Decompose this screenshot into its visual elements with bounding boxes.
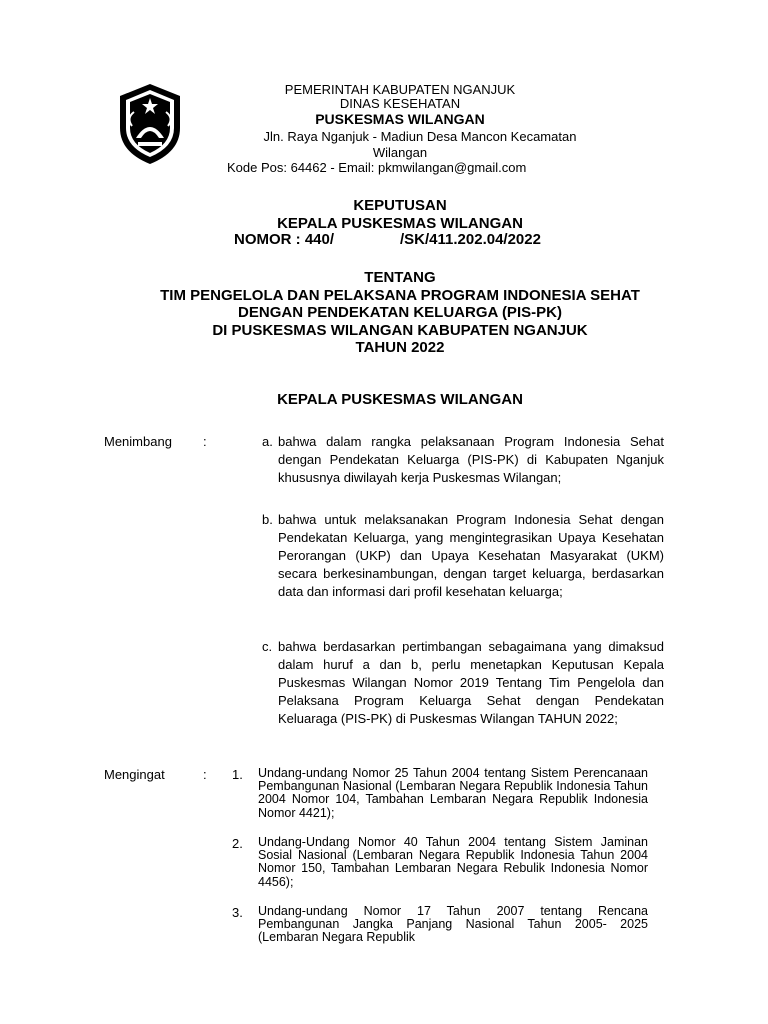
decree-authority: KEPALA PUSKESMAS WILANGAN: [277, 215, 523, 232]
decree-subject-line1: TIM PENGELOLA DAN PELAKSANA PROGRAM INDONESIA SEHAT: [160, 287, 640, 304]
menimbang-item-marker: b.: [262, 512, 273, 527]
mengingat-item-text: Undang-undang Nomor 17 Tahun 2007 tentang Rencana Pembangunan Jangka Panjang Nasional Tahun 2005- 2025 (Lembaran Negara Republik: [258, 904, 648, 945]
letterhead-address-cont: Wilangan: [372, 145, 428, 160]
decree-subject-line2: DENGAN PENDEKATAN KELUARGA (PIS-PK): [238, 304, 562, 321]
mengingat-item-marker: 1.: [232, 767, 243, 782]
decree-number-prefix: NOMOR : 440/: [234, 231, 335, 248]
decree-number-suffix: /SK/411.202.04/2022: [400, 231, 541, 248]
regency-emblem-logo: [114, 82, 186, 166]
decree-subject-line3: DI PUSKESMAS WILANGAN KABUPATEN NGANJUK: [212, 322, 588, 339]
mengingat-colon: :: [203, 767, 207, 782]
letterhead-government: PEMERINTAH KABUPATEN NGANJUK: [284, 82, 516, 97]
letterhead-address: Jln. Raya Nganjuk - Madiun Desa Mancon Kecamatan: [263, 129, 577, 144]
mengingat-item-text: Undang-Undang Nomor 40 Tahun 2004 tentang Sistem Jaminan Sosial Nasional (Lembaran Negara Republik Indonesia Tahun 2004 Nomor 150, Tambahan Lembaran Negara Rebulik Indonesia Nomor 4456);: [258, 835, 648, 889]
decree-tentang: TENTANG: [364, 269, 436, 286]
menimbang-item-text: bahwa berdasarkan pertimbangan sebagaimana yang dimaksud dalam huruf a dan b, perlu menetapkan Keputusan Kepala Puskesmas Wilangan Nomor 2019 Tentang Tim Pengelola dan Pelaksana Program Keluarga Sehat dengan Pendekatan Keluaraga (PIS-PK) di Puskesmas Wilangan TAHUN 2022;: [278, 639, 664, 726]
decree-signer-heading: KEPALA PUSKESMAS WILANGAN: [277, 391, 523, 408]
decree-heading: KEPUTUSAN: [353, 197, 447, 214]
letterhead-contact: Kode Pos: 64462 - Email: pkmwilangan@gmail.com: [227, 160, 527, 175]
menimbang-item-text: bahwa dalam rangka pelaksanaan Program Indonesia Sehat dengan Pendekatan Keluarga (PIS-PK) di Kabupaten Nganjuk khususnya diwilayah kerja Puskesmas Wilangan;: [278, 434, 664, 485]
menimbang-item-marker: a.: [262, 434, 273, 449]
menimbang-item-marker: c.: [262, 639, 273, 654]
menimbang-label: Menimbang: [104, 434, 172, 449]
mengingat-item-marker: 2.: [232, 836, 243, 851]
mengingat-label: Mengingat: [104, 767, 165, 782]
menimbang-colon: :: [203, 434, 207, 449]
decree-subject-line4: TAHUN 2022: [355, 339, 445, 356]
mengingat-item-marker: 3.: [232, 905, 243, 920]
mengingat-item-text: Undang-undang Nomor 25 Tahun 2004 tentang Sistem Perencanaan Pembangunan Nasional (Lembaran Negara Republik Indonesia Tahun 2004 Nomor 104, Tambahan Lembaran Negara Republik Indonesia Nomor 4421);: [258, 766, 648, 820]
menimbang-item-text: bahwa untuk melaksanakan Program Indonesia Sehat dengan Pendekatan Keluarga, yang mengintegrasikan Upaya Kesehatan Perorangan (UKP) dan Upaya Kesehatan Masyarakat (UKM) secara berkesinambungan, dengan target keluarga, berdasarkan data dan informasi dari profil kesehatan keluarga;: [278, 512, 664, 599]
letterhead-institution: PUSKESMAS WILANGAN: [315, 111, 485, 127]
letterhead-agency: DINAS KESEHATAN: [339, 96, 461, 111]
